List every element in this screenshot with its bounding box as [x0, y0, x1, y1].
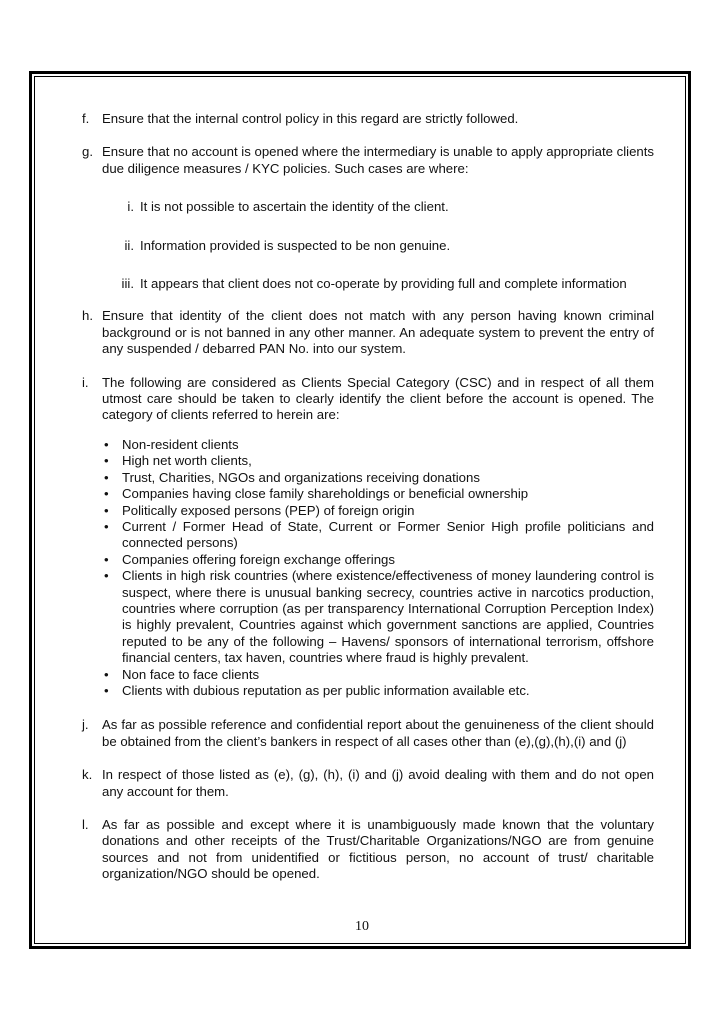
clause-k [82, 767, 654, 800]
bullet-icon: • [104, 502, 109, 518]
list-item [102, 453, 654, 469]
subitem [102, 199, 654, 215]
bullet-icon: • [104, 469, 109, 485]
bullet-icon: • [104, 551, 109, 567]
clause-text: Ensure that the internal control policy in this regard are strictly followed. [102, 111, 519, 126]
clause-marker: l. [82, 817, 89, 832]
page-number: 10 [355, 919, 369, 934]
bullet-icon: • [104, 682, 109, 698]
subitem-marker: i. [127, 199, 134, 215]
list-item-text: High net worth clients, [122, 453, 252, 469]
special-category-list [102, 437, 654, 700]
subitem [102, 238, 654, 254]
subitem-text: It is not possible to ascertain the identity of the client. [140, 199, 449, 215]
list-item-text: Companies offering foreign exchange offerings [122, 551, 395, 567]
list-item [102, 437, 654, 453]
clause-marker: j. [82, 717, 89, 733]
subitem-marker: iii. [121, 276, 134, 292]
list-item-text: Companies having close family shareholdings or beneficial ownership [122, 486, 529, 502]
clause-marker: g. [82, 144, 93, 160]
clause-text: The following are considered as Clients Special Category (CSC) and in respect of all them utmost care should be taken to clearly identify the client before the account is opened. The category of clients referred to herein are: [102, 374, 654, 423]
clause-g [82, 144, 654, 292]
list-item [102, 667, 654, 683]
list-item [102, 568, 654, 666]
list-item-text: Current / Former Head of State, Current or Former Senior High profile politicians and connected persons) [122, 518, 654, 551]
clause-g-subitems [102, 199, 654, 292]
clause-marker: h. [82, 308, 93, 324]
clause-marker: i. [82, 374, 89, 390]
clause-f [82, 111, 654, 127]
clause-h [82, 308, 654, 357]
clause-text: Ensure that identity of the client does not match with any person having known criminal background or is not banned in any other manner. An adequate system to prevent the entry of any suspended / debarred PAN No. into our system. [102, 308, 654, 357]
subitem [102, 276, 654, 292]
clause-text: As far as possible and except where it is unambiguously made known that the voluntary donations and other receipts of the Trust/Charitable Organizations/NGO are from genuine sources and not from unidentified or fictitious person, no account of trust/ charitable organization/NGO should be opened. [102, 817, 654, 882]
bullet-icon: • [104, 666, 109, 682]
clause-i [82, 375, 654, 424]
list-item-text: Clients in high risk countries (where existence/effectiveness of money laundering control is suspect, where there is unusual banking secrecy, countries active in narcotics production, countries where corruption (as per transparency International Corruption Perception Index) is highly prevalent, Countries against which government sanctions are applied, Countries reputed to be any of the following – Havens/ sponsors of international terrorism, offshore financial centers, tax haven, countries where fraud is highly prevalent. [122, 568, 654, 666]
bullet-icon: • [104, 453, 109, 469]
list-item-text: Politically exposed persons (PEP) of foreign origin [122, 502, 415, 518]
subitem-marker: ii. [124, 237, 134, 253]
list-item-text: Non-resident clients [122, 436, 239, 452]
clause-marker: k. [82, 767, 93, 783]
list-item [102, 503, 654, 519]
bullet-icon: • [104, 568, 109, 584]
subitem-text: It appears that client does not co-operate by providing full and complete information [140, 276, 627, 292]
list-item-text: Clients with dubious reputation as per public information available etc. [122, 682, 530, 698]
bullet-icon: • [104, 518, 109, 534]
list-item-text: Trust, Charities, NGOs and organizations receiving donations [122, 469, 480, 485]
clause-text: As far as possible reference and confidential report about the genuineness of the client should be obtained from the client’s bankers in respect of all cases other than (e),(g),(h),(i) and (j) [102, 717, 654, 749]
clause-text: In respect of those listed as (e), (g), (h), (i) and (j) avoid dealing with them and do not open any account for them. [102, 767, 654, 799]
document-body [82, 111, 654, 883]
clause-j [82, 717, 654, 750]
bullet-icon: • [104, 436, 109, 452]
list-item [102, 486, 654, 502]
bullet-icon: • [104, 486, 109, 502]
list-item [102, 470, 654, 486]
clause-l [82, 817, 654, 883]
list-item-text: Non face to face clients [122, 666, 260, 682]
list-item [102, 519, 654, 552]
list-item [102, 552, 654, 568]
list-item [102, 683, 654, 699]
clause-text: Ensure that no account is opened where the intermediary is unable to apply appropriate clients due diligence measures / KYC policies. Such cases are where: [102, 144, 655, 176]
subitem-text: Information provided is suspected to be non genuine. [140, 237, 451, 253]
clause-marker: f. [82, 111, 90, 126]
